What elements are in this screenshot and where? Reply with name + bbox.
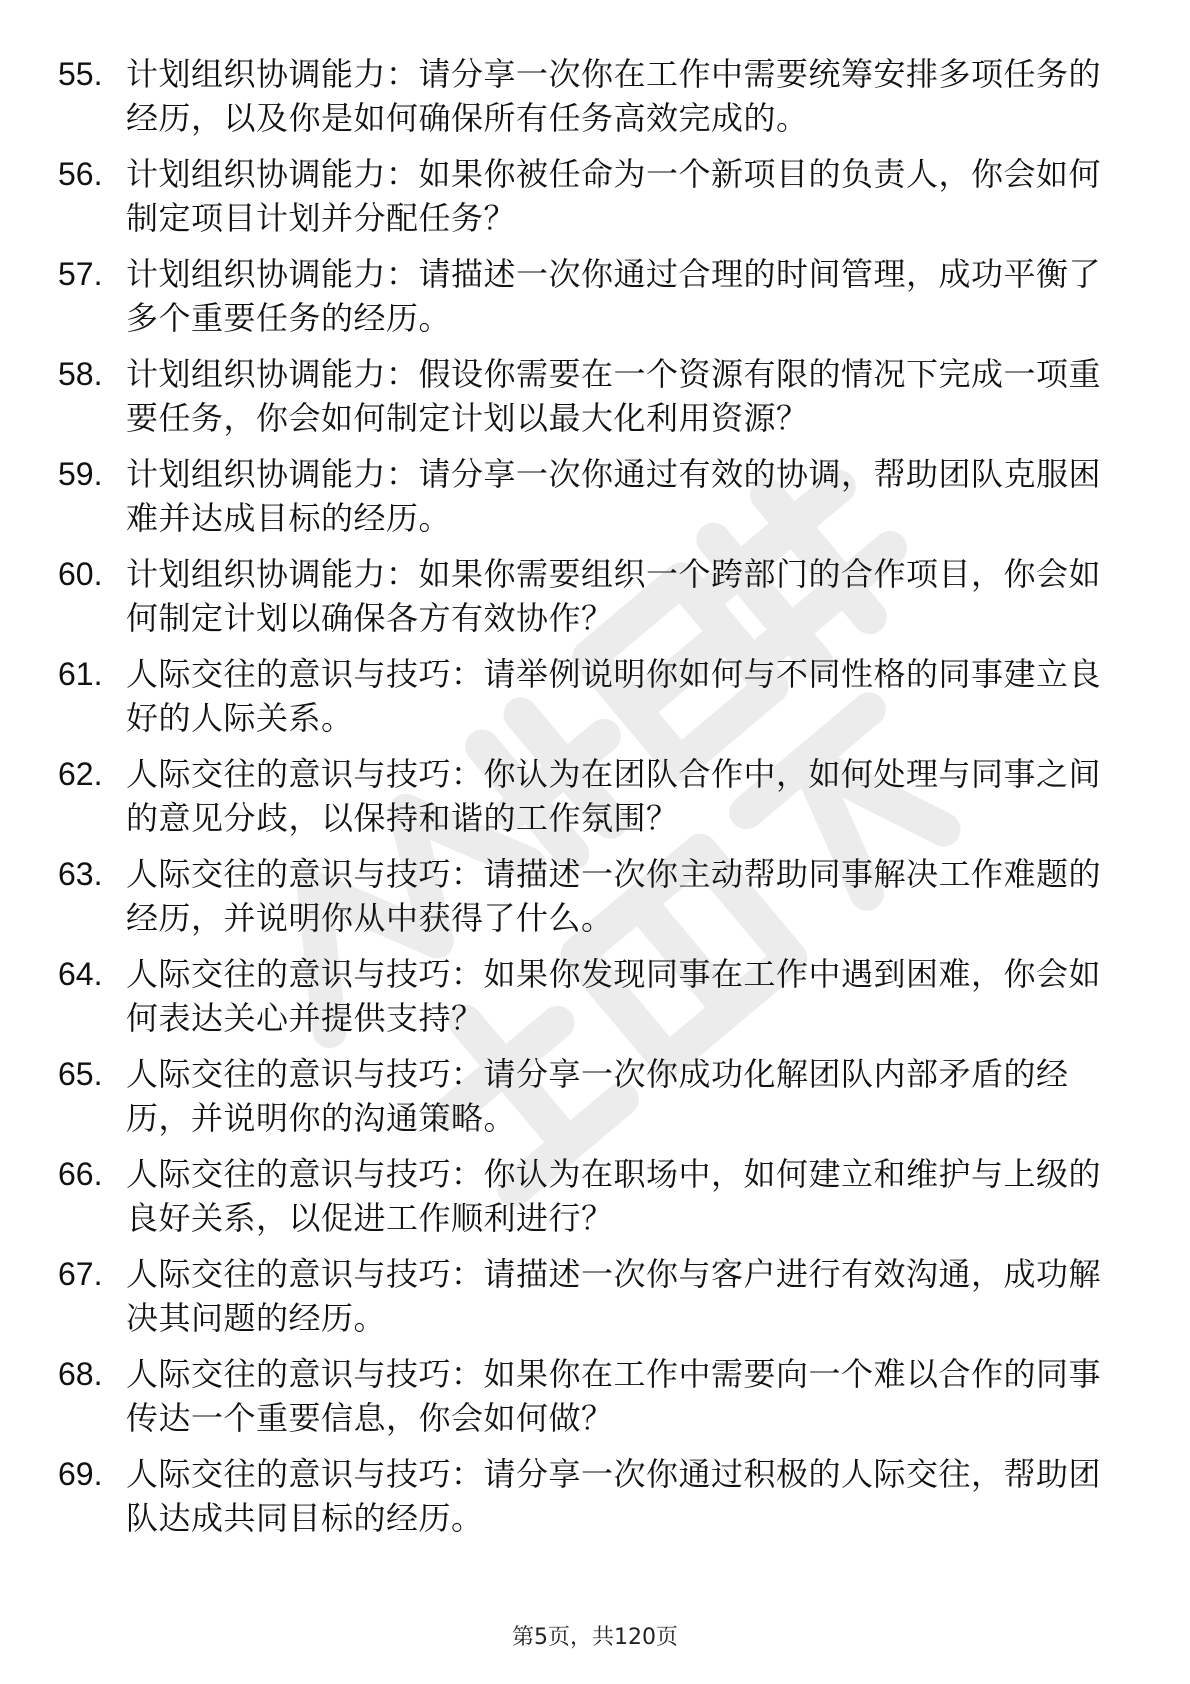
question-number: 64. bbox=[58, 956, 103, 992]
question-text: 计划组织协调能力：请分享一次你在工作中需要统筹安排多项任务的经历，以及你是如何确保所有任务高效完成的。 bbox=[126, 55, 1102, 137]
question-text: 人际交往的意识与技巧：请分享一次你成功化解团队内部矛盾的经历，并说明你的沟通策略。 bbox=[126, 1055, 1069, 1137]
question-item bbox=[58, 152, 1128, 252]
question-item bbox=[58, 52, 1128, 152]
question-text: 人际交往的意识与技巧：你认为在职场中，如何建立和维护与上级的良好关系，以促进工作顺利进行？ bbox=[126, 1155, 1102, 1237]
question-item bbox=[58, 1452, 1128, 1552]
question-item bbox=[58, 252, 1128, 352]
question-number: 62. bbox=[58, 756, 103, 792]
question-number: 57. bbox=[58, 256, 103, 292]
question-item bbox=[58, 952, 1128, 1052]
question-item bbox=[58, 452, 1128, 552]
question-item bbox=[58, 352, 1128, 452]
question-list bbox=[58, 52, 1128, 1552]
question-item bbox=[58, 552, 1128, 652]
question-item bbox=[58, 1352, 1128, 1452]
question-text: 人际交往的意识与技巧：请描述一次你与客户进行有效沟通，成功解决其问题的经历。 bbox=[126, 1255, 1102, 1337]
page-footer: 第5页，共120页 bbox=[512, 1625, 678, 1650]
question-text: 人际交往的意识与技巧：请分享一次你通过积极的人际交往，帮助团队达成共同目标的经历。 bbox=[126, 1455, 1102, 1537]
question-number: 60. bbox=[58, 556, 103, 592]
question-number: 69. bbox=[58, 1456, 103, 1492]
question-item bbox=[58, 652, 1128, 752]
question-text: 人际交往的意识与技巧：如果你发现同事在工作中遇到困难，你会如何表达关心并提供支持？ bbox=[126, 955, 1102, 1037]
question-text: 人际交往的意识与技巧：如果你在工作中需要向一个难以合作的同事传达一个重要信息，你会如何做？ bbox=[126, 1355, 1102, 1437]
question-text: 计划组织协调能力：请描述一次你通过合理的时间管理，成功平衡了多个重要任务的经历。 bbox=[126, 255, 1102, 337]
question-text: 计划组织协调能力：如果你需要组织一个跨部门的合作项目，你会如何制定计划以确保各方有效协作？ bbox=[126, 555, 1102, 637]
question-item bbox=[58, 1252, 1128, 1352]
question-number: 66. bbox=[58, 1156, 103, 1192]
question-item bbox=[58, 1152, 1128, 1252]
question-text: 人际交往的意识与技巧：你认为在团队合作中，如何处理与同事之间的意见分歧，以保持和谐的工作氛围？ bbox=[126, 755, 1102, 837]
question-text: 计划组织协调能力：请分享一次你通过有效的协调，帮助团队克服困难并达成目标的经历。 bbox=[126, 455, 1102, 537]
question-text: 人际交往的意识与技巧：请举例说明你如何与不同性格的同事建立良好的人际关系。 bbox=[126, 655, 1102, 737]
question-text: 计划组织协调能力：假设你需要在一个资源有限的情况下完成一项重要任务，你会如何制定计划以最大化利用资源？ bbox=[126, 355, 1102, 437]
question-item bbox=[58, 852, 1128, 952]
question-number: 55. bbox=[58, 56, 103, 92]
question-number: 59. bbox=[58, 456, 103, 492]
question-item bbox=[58, 1052, 1128, 1152]
question-number: 68. bbox=[58, 1356, 103, 1392]
question-number: 67. bbox=[58, 1256, 103, 1292]
question-number: 61. bbox=[58, 656, 103, 692]
question-text: 计划组织协调能力：如果你被任命为一个新项目的负责人，你会如何制定项目计划并分配任务？ bbox=[126, 155, 1102, 237]
question-number: 56. bbox=[58, 156, 103, 192]
question-text: 人际交往的意识与技巧：请描述一次你主动帮助同事解决工作难题的经历，并说明你从中获得了什么。 bbox=[126, 855, 1102, 937]
question-number: 65. bbox=[58, 1056, 103, 1092]
question-number: 58. bbox=[58, 356, 103, 392]
question-number: 63. bbox=[58, 856, 103, 892]
question-item bbox=[58, 752, 1128, 852]
